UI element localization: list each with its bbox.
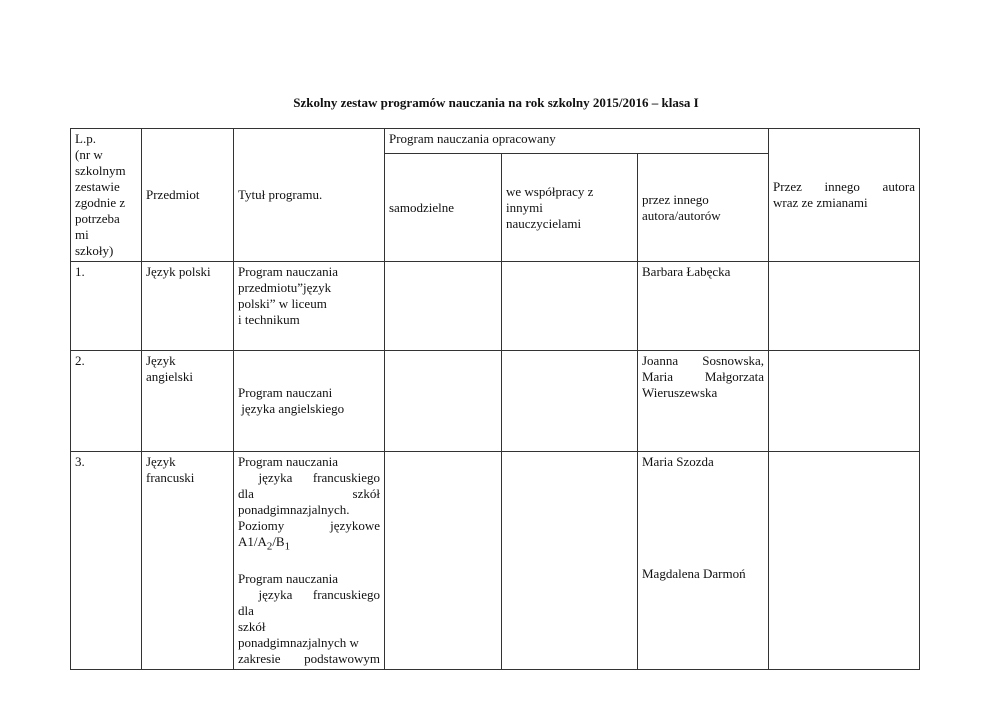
curriculum-table — [70, 128, 920, 670]
header-independent: samodzielne — [385, 154, 502, 262]
row-lp: 1. — [71, 262, 142, 351]
row-other-author-changes — [769, 351, 920, 452]
program-variant-a: Program nauczania języka francuskiego dla szkół ponadgimnazjalnych. Poziomy językowe $A1/A_2/B_1$ — [238, 454, 380, 553]
table-row — [71, 452, 920, 670]
program-variant-b: Program nauczania języka francuskiego dla szkół ponadgimnazjalnych w zakresie podstawowym — [238, 570, 380, 666]
row-program: Program nauczania przedmiotu”język polski” w liceum i technikum — [234, 262, 385, 351]
row-cooperation — [502, 452, 638, 670]
page-title: Szkolny zestaw programów nauczania na rok szkolny 2015/2016 – klasa I — [293, 95, 699, 110]
row-other-author-changes — [769, 452, 920, 670]
row-program: Program nauczani języka angielskiego — [234, 351, 385, 452]
language-levels: $A1/A_2/B_1$ — [238, 534, 291, 553]
row-other-author-changes — [769, 262, 920, 351]
row-author: Maria Szozda Magdalena Darmoń — [638, 452, 769, 670]
row-author: Barbara Łabęcka — [638, 262, 769, 351]
table-row — [71, 351, 920, 452]
header-developed: Program nauczania opracowany — [385, 129, 769, 154]
table-row — [71, 262, 920, 351]
header-cooperation: we współpracy z innymi nauczycielami — [502, 154, 638, 262]
header-subject: Przedmiot — [142, 129, 234, 262]
row-subject: Język francuski — [142, 452, 234, 670]
row-independent — [385, 452, 502, 670]
row-lp: 2. — [71, 351, 142, 452]
row-independent — [385, 262, 502, 351]
header-other-author-changes: Przez innego autora wraz ze zmianami — [769, 129, 920, 262]
header-lp: L.p. (nr w szkolnym zestawie zgodnie z potrzeba mi szkoły) — [71, 129, 142, 262]
header-program-title: Tytuł programu. — [234, 129, 385, 262]
header-other-author: przez innego autora/autorów — [638, 154, 769, 262]
row-subject: Język polski — [142, 262, 234, 351]
row-program — [234, 452, 385, 670]
row-subject: Język angielski — [142, 351, 234, 452]
header-row — [71, 129, 920, 154]
row-independent — [385, 351, 502, 452]
row-author: Joanna Sosnowska, Maria Małgorzata Wieruszewska — [638, 351, 769, 452]
row-cooperation — [502, 262, 638, 351]
row-lp: 3. — [71, 452, 142, 670]
row-cooperation — [502, 351, 638, 452]
